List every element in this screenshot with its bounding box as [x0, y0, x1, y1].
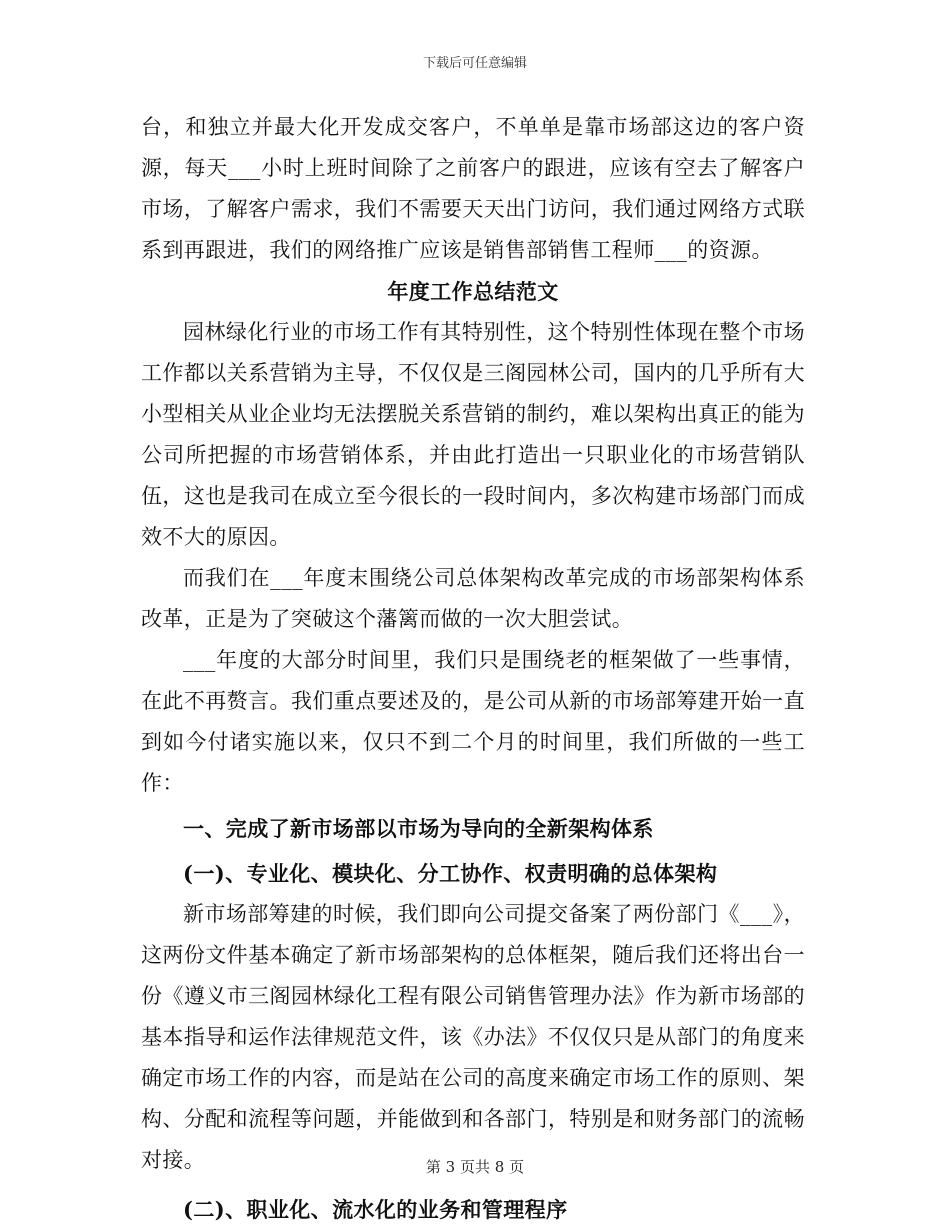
paragraph-framework: 新市场部筹建的时候，我们即向公司提交备案了两份部门《___》，这两份文件基本确定了新市场部架构的总体框架，随后我们还将出台一份《遵义市三阁园林绿化工程有限公司销售管理办法》作为新市场部的基本指导和运作法律规范文件，该《办法》不仅仅只是从部门的角度来确定市场工作的内容，而是站在公司的高度来确定市场工作的原则、架构、分配和流程等问题，并能做到和各部门，特别是和财务部门的流畅对接。 [141, 902, 805, 1172]
document-body [141, 107, 805, 1230]
heading-1-1: (一)、专业化、模块化、分工协作、权责明确的总体架构 [183, 861, 718, 886]
heading-1: 一、完成了新市场部以市场为导向的全新架构体系 [183, 816, 654, 841]
section-title: 年度工作总结范文 [387, 279, 559, 304]
heading-1-2: (二)、职业化、流水化的业务和管理程序 [183, 1197, 568, 1222]
paragraph-year-work: ___年度的大部分时间里，我们只是围绕老的框架做了一些事情，在此不再赘言。我们重点要述及的，是公司从新的市场部筹建开始一直到如今付诸实施以来，仅只不到二个月的时间里，我们所做的一些工作： [141, 648, 805, 795]
page-header: 下载后可任意编辑 [422, 56, 527, 71]
paragraph-reform: 而我们在___年度末围绕公司总体架构改革完成的市场部架构体系改革，正是为了突破这个藩篱而做的一次大胆尝试。 [141, 566, 805, 631]
page-footer: 第 3 页共 8 页 [425, 1158, 525, 1176]
paragraph-industry: 园林绿化行业的市场工作有其特别性，这个特别性体现在整个市场工作都以关系营销为主导，不仅仅是三阁园林公司，国内的几乎所有大小型相关从业企业均无法摆脱关系营销的制约，难以架构出真正的能为公司所把握的市场营销体系，并由此打造出一只职业化的市场营销队伍，这也是我司在成立至今很长的一段时间内，多次构建市场部门而成效不大的原因。 [141, 320, 805, 549]
paragraph-continued: 台，和独立并最大化开发成交客户，不单单是靠市场部这边的客户资源，每天___小时上班时间除了之前客户的跟进，应该有空去了解客户市场，了解客户需求，我们不需要天天出门访问，我们通过网络方式联系到再跟进，我们的网络推广应该是销售部销售工程师___的资源。 [141, 115, 805, 262]
